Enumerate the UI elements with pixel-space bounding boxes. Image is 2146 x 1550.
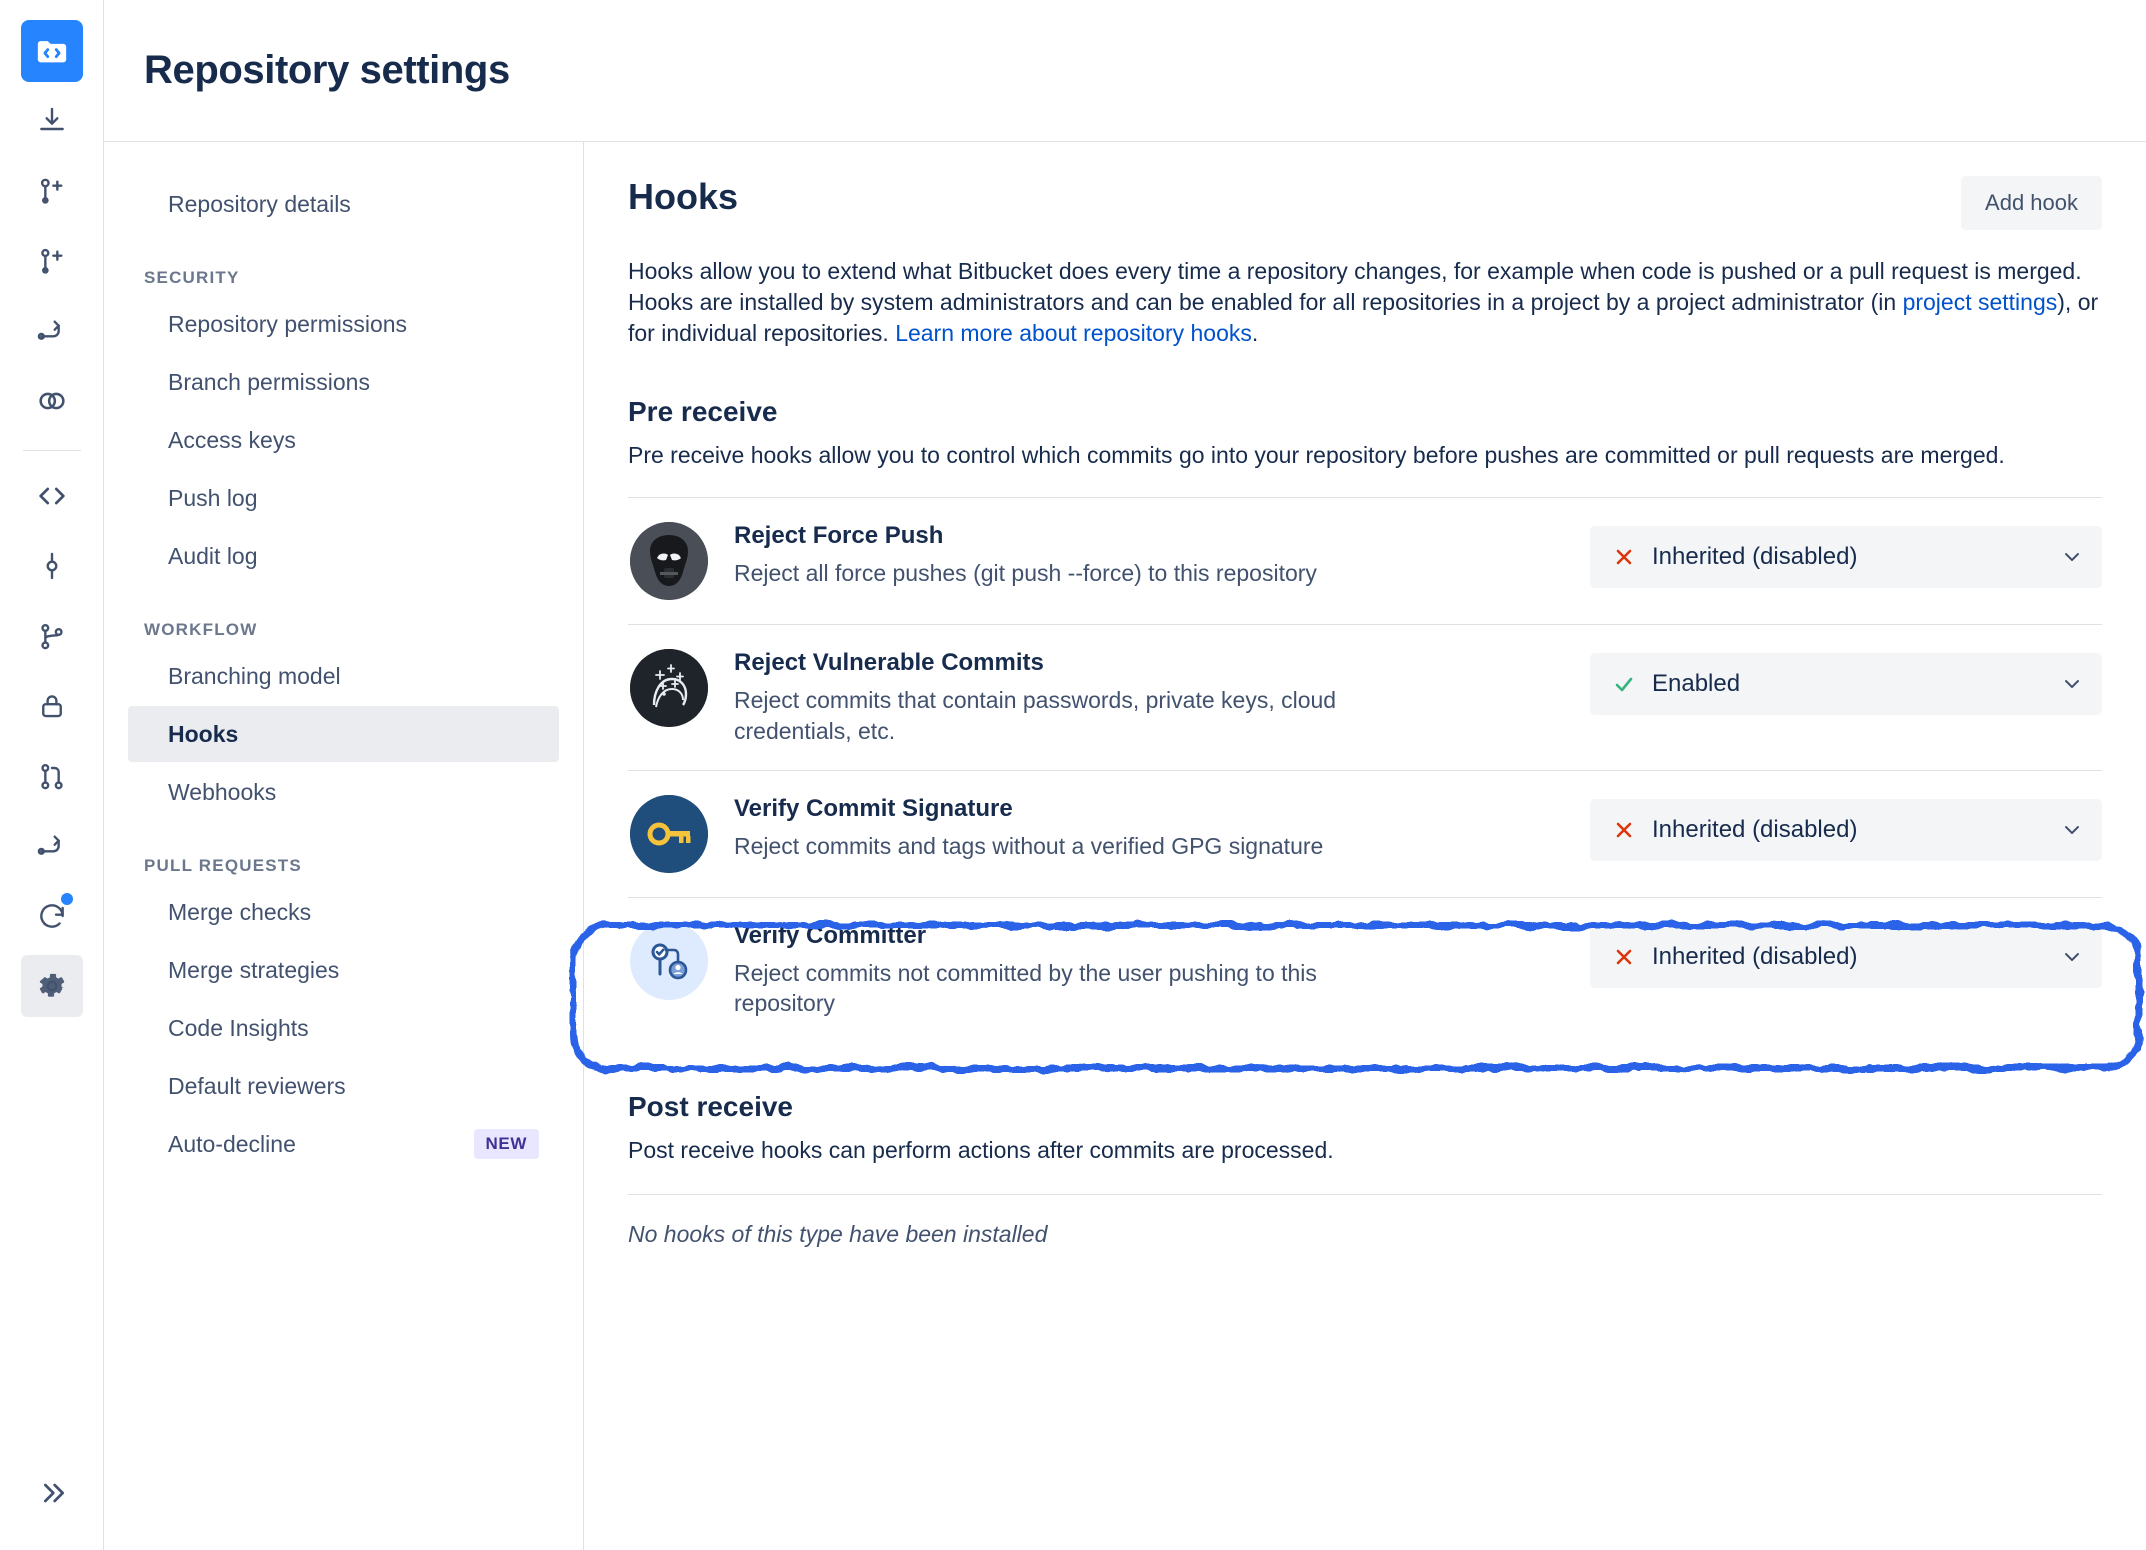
sidebar-item-auto-decline[interactable] xyxy=(128,1116,559,1172)
hook-name: Verify Committer xyxy=(734,921,927,949)
sidebar-item-label: Branch permissions xyxy=(168,368,370,395)
sidebar-group-workflow-label: WORKFLOW xyxy=(144,620,258,639)
page-header xyxy=(104,0,2146,142)
page-body xyxy=(104,142,2146,1550)
cross-icon xyxy=(1612,818,1636,842)
sidebar-item-repository-permissions[interactable] xyxy=(128,296,559,352)
status-badge-new: NEW xyxy=(474,1129,539,1159)
fork-icon[interactable] xyxy=(21,300,83,362)
main-region xyxy=(104,0,2146,1550)
sidebar-item-label: Default reviewers xyxy=(168,1072,346,1099)
check-icon xyxy=(1612,672,1636,696)
sidebar-item-label: Branching model xyxy=(168,662,341,689)
settings-gear-icon[interactable] xyxy=(21,955,83,1017)
chevron-down-icon xyxy=(2060,818,2084,842)
permissions-lock-icon[interactable] xyxy=(21,675,83,737)
sidebar-item-hooks[interactable] xyxy=(128,706,559,762)
sidebar-item-label: Merge strategies xyxy=(168,956,340,983)
sync-notification-badge xyxy=(61,893,73,905)
sidebar-item-label: Access keys xyxy=(168,426,296,453)
sidebar-item-webhooks[interactable] xyxy=(128,764,559,820)
sidebar-item-branching-model[interactable] xyxy=(128,648,559,704)
hook-state-select[interactable] xyxy=(1590,526,2102,588)
cross-icon xyxy=(1612,545,1636,569)
sidebar-item-label: Code Insights xyxy=(168,1014,309,1041)
hook-state-label: Enabled xyxy=(1652,670,1741,698)
sidebar-item-audit-log[interactable] xyxy=(128,528,559,584)
pull-requests-icon[interactable] xyxy=(21,745,83,807)
settings-sidebar xyxy=(104,142,584,1550)
hook-name: Reject Vulnerable Commits xyxy=(734,649,1044,677)
hooks-title: Hooks xyxy=(628,176,739,217)
hook-description: Reject all force pushes (git push --force) to this repository xyxy=(734,560,1317,587)
source-code-icon[interactable] xyxy=(21,465,83,527)
repository-logo-icon[interactable] xyxy=(21,20,83,82)
hooks-header xyxy=(628,176,2102,230)
sidebar-item-push-log[interactable] xyxy=(128,470,559,526)
sidebar-group-pull-requests-label: PULL REQUESTS xyxy=(144,856,302,875)
chevron-down-icon xyxy=(2060,672,2084,696)
branches-icon[interactable] xyxy=(21,605,83,667)
pre-receive-description: Pre receive hooks allow you to control which commits go into your repository before pushes are committed or pull requests are merged. xyxy=(628,442,2005,469)
verify-committer-icon xyxy=(630,922,708,1000)
hooks-intro xyxy=(628,256,2102,348)
project-settings-link[interactable]: project settings xyxy=(1902,288,2058,315)
hook-state xyxy=(1590,926,2102,988)
global-icon-rail xyxy=(0,0,104,1550)
pull-request-create-icon[interactable] xyxy=(21,230,83,292)
hook-state xyxy=(1590,526,2102,588)
hook-row xyxy=(628,897,2102,1043)
sidebar-group-security-label: SECURITY xyxy=(144,268,240,287)
hooks-intro-part3: . xyxy=(1251,319,1259,346)
sidebar-item-label: Repository details xyxy=(168,190,351,217)
clone-icon[interactable] xyxy=(21,90,83,152)
hook-text xyxy=(734,649,1590,746)
sidebar-item-merge-checks[interactable] xyxy=(128,884,559,940)
cross-icon xyxy=(1612,945,1636,969)
chevron-down-icon xyxy=(2060,945,2084,969)
sidebar-item-label: Repository permissions xyxy=(168,310,408,337)
hooks-intro-part2: ), or for individual repositories. xyxy=(628,288,2099,346)
rail-divider xyxy=(23,450,81,451)
hooks-intro-part1: Hooks allow you to extend what Bitbucket does every time a repository changes, for example when code is pushed or a pull request is merged. Hooks are installed by system administrators and can be enabled for all repositories in a project by a project administrator (in xyxy=(628,258,2082,315)
hook-row xyxy=(628,497,2102,624)
hook-row xyxy=(628,770,2102,897)
hook-name: Verify Commit Signature xyxy=(734,794,1013,822)
branch-create-icon[interactable] xyxy=(21,160,83,222)
pre-receive-hook-list xyxy=(628,497,2102,1042)
post-receive-empty-message: No hooks of this type have been installed xyxy=(628,1194,2102,1248)
hook-text xyxy=(734,522,1590,588)
sidebar-item-access-keys[interactable] xyxy=(128,412,559,468)
hook-state-select[interactable] xyxy=(1590,653,2102,715)
hook-state-label: Inherited (disabled) xyxy=(1652,942,1858,970)
sidebar-item-label: Push log xyxy=(168,484,258,511)
pre-receive-title: Pre receive xyxy=(628,396,778,428)
sidebar-item-code-insights[interactable] xyxy=(128,1000,559,1056)
hook-text xyxy=(734,795,1590,861)
hooks-content xyxy=(584,142,2146,1550)
sidebar-item-label: Webhooks xyxy=(168,778,277,805)
page-title: Repository settings xyxy=(144,48,510,92)
gpg-key-icon xyxy=(630,795,708,873)
learn-more-hooks-link[interactable]: Learn more about repository hooks xyxy=(895,319,1252,346)
add-hook-button[interactable]: Add hook xyxy=(1961,176,2102,230)
sidebar-item-default-reviewers[interactable] xyxy=(128,1058,559,1114)
expand-sidebar-button[interactable] xyxy=(0,1462,103,1532)
merge-icon[interactable] xyxy=(21,815,83,877)
hook-row xyxy=(628,624,2102,770)
hook-state xyxy=(1590,799,2102,861)
hook-state-label: Inherited (disabled) xyxy=(1652,543,1858,571)
hook-text xyxy=(734,922,1590,1019)
hook-state-select[interactable] xyxy=(1590,926,2102,988)
hook-name: Reject Force Push xyxy=(734,522,944,550)
hook-description: Reject commits that contain passwords, private keys, cloud credentials, etc. xyxy=(734,687,1337,744)
chevron-double-right-icon[interactable] xyxy=(21,1462,83,1524)
hook-state-select[interactable] xyxy=(1590,799,2102,861)
sidebar-item-label: Auto-decline xyxy=(168,1130,296,1157)
hook-description: Reject commits and tags without a verified GPG signature xyxy=(734,832,1324,859)
chevron-down-icon xyxy=(2060,545,2084,569)
hook-description: Reject commits not committed by the user pushing to this repository xyxy=(734,959,1317,1017)
sync-icon[interactable] xyxy=(21,885,83,947)
sidebar-item-label: Merge checks xyxy=(168,898,312,925)
commits-icon[interactable] xyxy=(21,535,83,597)
sidebar-item-label: Audit log xyxy=(168,542,258,569)
sidebar-item-label: Hooks xyxy=(168,720,239,747)
sidebar-item-branch-permissions[interactable] xyxy=(128,354,559,410)
post-receive-title: Post receive xyxy=(628,1090,793,1122)
hook-state-label: Inherited (disabled) xyxy=(1652,815,1858,843)
post-receive-description: Post receive hooks can perform actions after commits are processed. xyxy=(628,1136,1334,1163)
hook-state xyxy=(1590,653,2102,715)
sidebar-item-repository-details[interactable] xyxy=(128,176,559,232)
vulnerable-commits-icon xyxy=(630,649,708,727)
compare-icon[interactable] xyxy=(21,370,83,432)
sidebar-item-merge-strategies[interactable] xyxy=(128,942,559,998)
darth-vader-icon xyxy=(630,522,708,600)
